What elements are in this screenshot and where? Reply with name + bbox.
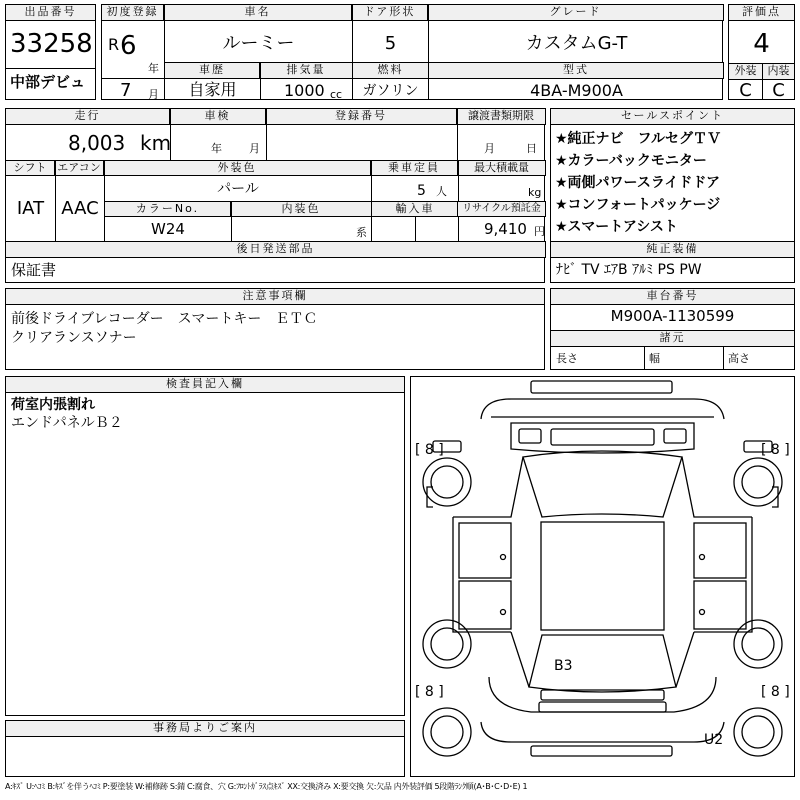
- sales-points-box: [550, 108, 795, 283]
- score: 4: [753, 29, 770, 59]
- venue: 中部デビュ: [10, 73, 86, 91]
- era: R: [108, 35, 120, 54]
- recycle-header: リサイクル預託金: [457, 201, 546, 217]
- tire-rr-depth: [ 8 ]: [761, 684, 790, 700]
- notes-box: [5, 288, 545, 370]
- office-box: [5, 720, 405, 777]
- dims-header: 諸元: [550, 330, 795, 347]
- dims-length: 長さ: [556, 352, 578, 365]
- chassis-header: 車台番号: [550, 288, 795, 305]
- ext-grade: C: [739, 80, 752, 101]
- seats-unit: 人: [436, 185, 447, 198]
- sales-points-header: セールスポイント: [550, 108, 795, 125]
- max-load-unit: kg: [528, 186, 542, 199]
- office-header: 事務局よりご案内: [5, 720, 405, 737]
- sales-point-4: ★コンフォートパッケージ: [555, 197, 721, 213]
- doors: 5: [384, 33, 397, 54]
- dims-height: 高さ: [728, 352, 750, 365]
- lot-number-header: 出品番号: [5, 4, 96, 21]
- displacement: 1000: [284, 81, 325, 100]
- inspector-header: 検査員記入欄: [5, 376, 405, 393]
- fuel-header: 燃料: [352, 62, 429, 79]
- lot-number: 33258: [10, 29, 93, 59]
- tire-rl-depth: [ 8 ]: [415, 684, 444, 700]
- details-box: [5, 108, 545, 283]
- history-header: 車歴: [164, 62, 260, 79]
- transfer-month-unit: 月: [484, 142, 495, 155]
- km-unit: km: [140, 131, 172, 155]
- mileage-header: 走行: [5, 108, 170, 125]
- int-color-suffix: 系: [356, 226, 367, 239]
- shift-header: シフト: [5, 160, 55, 176]
- recycle-unit: 円: [534, 225, 545, 238]
- grade-header: グレード: [427, 4, 724, 21]
- grade: カスタムG-T: [525, 33, 628, 54]
- sales-point-5: ★スマートアシスト: [555, 219, 678, 235]
- first-reg-month: 7: [120, 80, 132, 101]
- lot-number-box: [5, 4, 96, 100]
- int-header: 内装: [762, 63, 795, 80]
- inspector-box: [5, 376, 405, 716]
- later-parts-header: 後日発送部品: [5, 241, 546, 258]
- ext-color: パール: [217, 181, 259, 197]
- main-info-box: [101, 4, 723, 100]
- inspector-line-1: 荷室内張割れ: [11, 397, 95, 413]
- insp-year-unit: 年: [211, 142, 222, 155]
- recycle: 9,410: [484, 220, 527, 238]
- car-name: ルーミー: [222, 33, 295, 54]
- ac: AAC: [61, 198, 99, 219]
- equipment-header: 純正装備: [550, 241, 795, 258]
- fuel: ガソリン: [362, 83, 419, 99]
- ext-color-header: 外装色: [103, 160, 371, 176]
- max-load-header: 最大積載量: [457, 160, 546, 176]
- score-header: 評価点: [728, 4, 795, 21]
- model-header: 型式: [428, 62, 724, 79]
- transfer-header: 譲渡書類期限: [456, 108, 546, 125]
- int-color-header: 内装色: [230, 201, 372, 217]
- year-unit: 年: [148, 62, 159, 75]
- dims-width: 幅: [649, 352, 660, 365]
- displacement-header: 排気量: [259, 62, 353, 79]
- seats-header: 乗車定員: [370, 160, 458, 176]
- car-diagram-svg: [411, 377, 794, 776]
- sales-point-2: ★カラーバックモニター: [555, 153, 707, 169]
- shift: IAT: [16, 198, 45, 219]
- ac-header: エアコン: [54, 160, 104, 176]
- reg-no-header: 登録番号: [265, 108, 457, 125]
- model: 4BA-M900A: [530, 81, 623, 100]
- ext-header: 外装: [728, 63, 763, 80]
- cc-unit: cc: [330, 88, 343, 101]
- damage-mark-b3: B3: [554, 658, 573, 674]
- chassis-box: [550, 288, 795, 370]
- color-no-header: カラーNo.: [104, 201, 231, 217]
- notes-line-2: クリアランスソナー: [11, 330, 137, 346]
- tire-fl-depth: [ 8 ]: [415, 442, 444, 458]
- score-box: [728, 4, 795, 100]
- notes-header: 注意事項欄: [5, 288, 545, 305]
- sales-point-1: ★純正ナビ フルセグＴＶ: [555, 131, 721, 147]
- notes-line-1: 前後ドライブレコーダー スマートキー ＥＴＣ: [11, 311, 318, 327]
- mileage: 8,003: [68, 131, 126, 155]
- int-grade: C: [772, 80, 785, 101]
- car-diagram: [410, 376, 795, 777]
- inspection-header: 車検: [169, 108, 266, 125]
- history: 自家用: [188, 80, 237, 99]
- legend: A:ｷｽﾞ U:ﾍｺﾐ B:ｷｽﾞを伴うﾍｺﾐ P:要塗装 W:補修跡 S:錆 C:腐食、穴 G:ﾌﾛﾝﾄｶﾞﾗｽ点ｷｽﾞ XX:交換済み X:要交換 欠:欠品 内外装評価 5段階ﾗﾝｸ順(A･B･C･D･E) 1: [5, 782, 528, 791]
- first-reg-year: 6: [120, 31, 137, 61]
- tire-fr-depth: [ 8 ]: [761, 442, 790, 458]
- sales-point-3: ★両側パワースライドドア: [555, 175, 721, 191]
- car-name-header: 車名: [163, 4, 352, 21]
- seats: 5: [417, 183, 426, 199]
- inspector-line-2: エンドパネルＢ２: [11, 415, 123, 431]
- color-no: W24: [151, 220, 185, 238]
- first-reg-header: 初度登録: [101, 4, 164, 21]
- equipment: ﾅﾋﾞ TV ｴｱB ｱﾙﾐ PS PW: [556, 262, 702, 278]
- insp-month-unit: 月: [249, 142, 260, 155]
- doors-header: ドア形状: [351, 4, 428, 21]
- month-unit: 月: [148, 88, 159, 101]
- chassis-number: M900A-1130599: [610, 307, 735, 325]
- later-parts: 保証書: [11, 261, 57, 279]
- damage-mark-u2: U2: [704, 732, 724, 748]
- transfer-day-unit: 日: [526, 142, 537, 155]
- import-header: 輸入車: [371, 201, 459, 217]
